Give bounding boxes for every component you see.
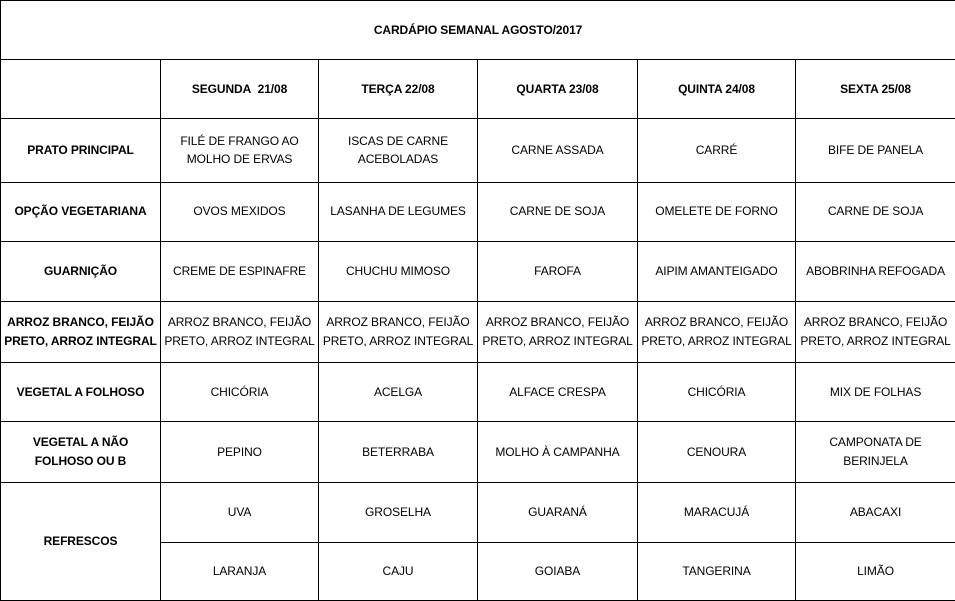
menu-cell: CAMPONATA DE BERINJELA	[796, 422, 955, 482]
row-opcao-vegetariana	[1, 182, 955, 241]
menu-cell: FAROFA	[478, 241, 638, 301]
row-vegetal-nao-folhoso	[1, 422, 955, 482]
header-quinta: QUINTA 24/08	[638, 60, 796, 119]
menu-cell: BETERRABA	[319, 422, 478, 482]
menu-cell: GOIABA	[478, 542, 638, 600]
row-refrescos-1	[1, 482, 955, 542]
menu-cell: CAJU	[319, 542, 478, 600]
menu-cell: LIMÃO	[796, 542, 955, 600]
row-prato-principal	[1, 119, 955, 182]
row-label-refrescos: REFRESCOS	[1, 482, 161, 600]
menu-cell: PEPINO	[161, 422, 319, 482]
menu-cell: CARNE DE SOJA	[478, 182, 638, 241]
menu-cell: ARROZ BRANCO, FEIJÃO PRETO, ARROZ INTEGRAL	[478, 301, 638, 362]
menu-cell: ARROZ BRANCO, FEIJÃO PRETO, ARROZ INTEGRAL	[319, 301, 478, 362]
row-label-prato-principal: PRATO PRINCIPAL	[1, 119, 161, 182]
menu-cell: GUARANÁ	[478, 482, 638, 542]
menu-cell: CREME DE ESPINAFRE	[161, 241, 319, 301]
page-title: CARDÁPIO SEMANAL AGOSTO/2017	[1, 1, 955, 60]
header-sexta: SEXTA 25/08	[796, 60, 955, 119]
menu-cell: ISCAS DE CARNE ACEBOLADAS	[319, 119, 478, 182]
menu-cell: CHICÓRIA	[161, 363, 319, 422]
row-label-guarnicao: GUARNIÇÃO	[1, 241, 161, 301]
row-label-arroz-feijao: ARROZ BRANCO, FEIJÃO PRETO, ARROZ INTEGRAL	[1, 301, 161, 362]
menu-cell: MOLHO À CAMPANHA	[478, 422, 638, 482]
menu-cell: FILÉ DE FRANGO AO MOLHO DE ERVAS	[161, 119, 319, 182]
menu-cell: GROSELHA	[319, 482, 478, 542]
header-row	[1, 60, 955, 119]
row-label-vegetal-folhoso: VEGETAL A FOLHOSO	[1, 363, 161, 422]
menu-cell: OVOS MEXIDOS	[161, 182, 319, 241]
header-terca: TERÇA 22/08	[319, 60, 478, 119]
header-quarta: QUARTA 23/08	[478, 60, 638, 119]
row-arroz-feijao	[1, 301, 955, 362]
menu-cell: ACELGA	[319, 363, 478, 422]
menu-cell: CENOURA	[638, 422, 796, 482]
menu-cell: LARANJA	[161, 542, 319, 600]
menu-cell: MIX DE FOLHAS	[796, 363, 955, 422]
menu-cell: UVA	[161, 482, 319, 542]
menu-cell: ARROZ BRANCO, FEIJÃO PRETO, ARROZ INTEGRAL	[796, 301, 955, 362]
row-label-vegetal-nao-folhoso: VEGETAL A NÃO FOLHOSO OU B	[1, 422, 161, 482]
corner-cell	[1, 60, 161, 119]
menu-cell: CHUCHU MIMOSO	[319, 241, 478, 301]
menu-cell: LASANHA DE LEGUMES	[319, 182, 478, 241]
menu-cell: OMELETE DE FORNO	[638, 182, 796, 241]
menu-cell: CARNE ASSADA	[478, 119, 638, 182]
menu-cell: AIPIM AMANTEIGADO	[638, 241, 796, 301]
title-row	[1, 1, 955, 60]
menu-cell: CHICÓRIA	[638, 363, 796, 422]
menu-cell: ARROZ BRANCO, FEIJÃO PRETO, ARROZ INTEGRAL	[161, 301, 319, 362]
row-guarnicao	[1, 241, 955, 301]
menu-cell: ABACAXI	[796, 482, 955, 542]
menu-cell: ABOBRINHA REFOGADA	[796, 241, 955, 301]
menu-cell: ALFACE CRESPA	[478, 363, 638, 422]
menu-cell: MARACUJÁ	[638, 482, 796, 542]
menu-cell: CARNE DE SOJA	[796, 182, 955, 241]
row-label-opcao-vegetariana: OPÇÃO VEGETARIANA	[1, 182, 161, 241]
menu-cell: ARROZ BRANCO, FEIJÃO PRETO, ARROZ INTEGRAL	[638, 301, 796, 362]
menu-cell: BIFE DE PANELA	[796, 119, 955, 182]
header-segunda: SEGUNDA 21/08	[161, 60, 319, 119]
menu-cell: CARRÉ	[638, 119, 796, 182]
row-vegetal-folhoso	[1, 363, 955, 422]
menu-cell: TANGERINA	[638, 542, 796, 600]
